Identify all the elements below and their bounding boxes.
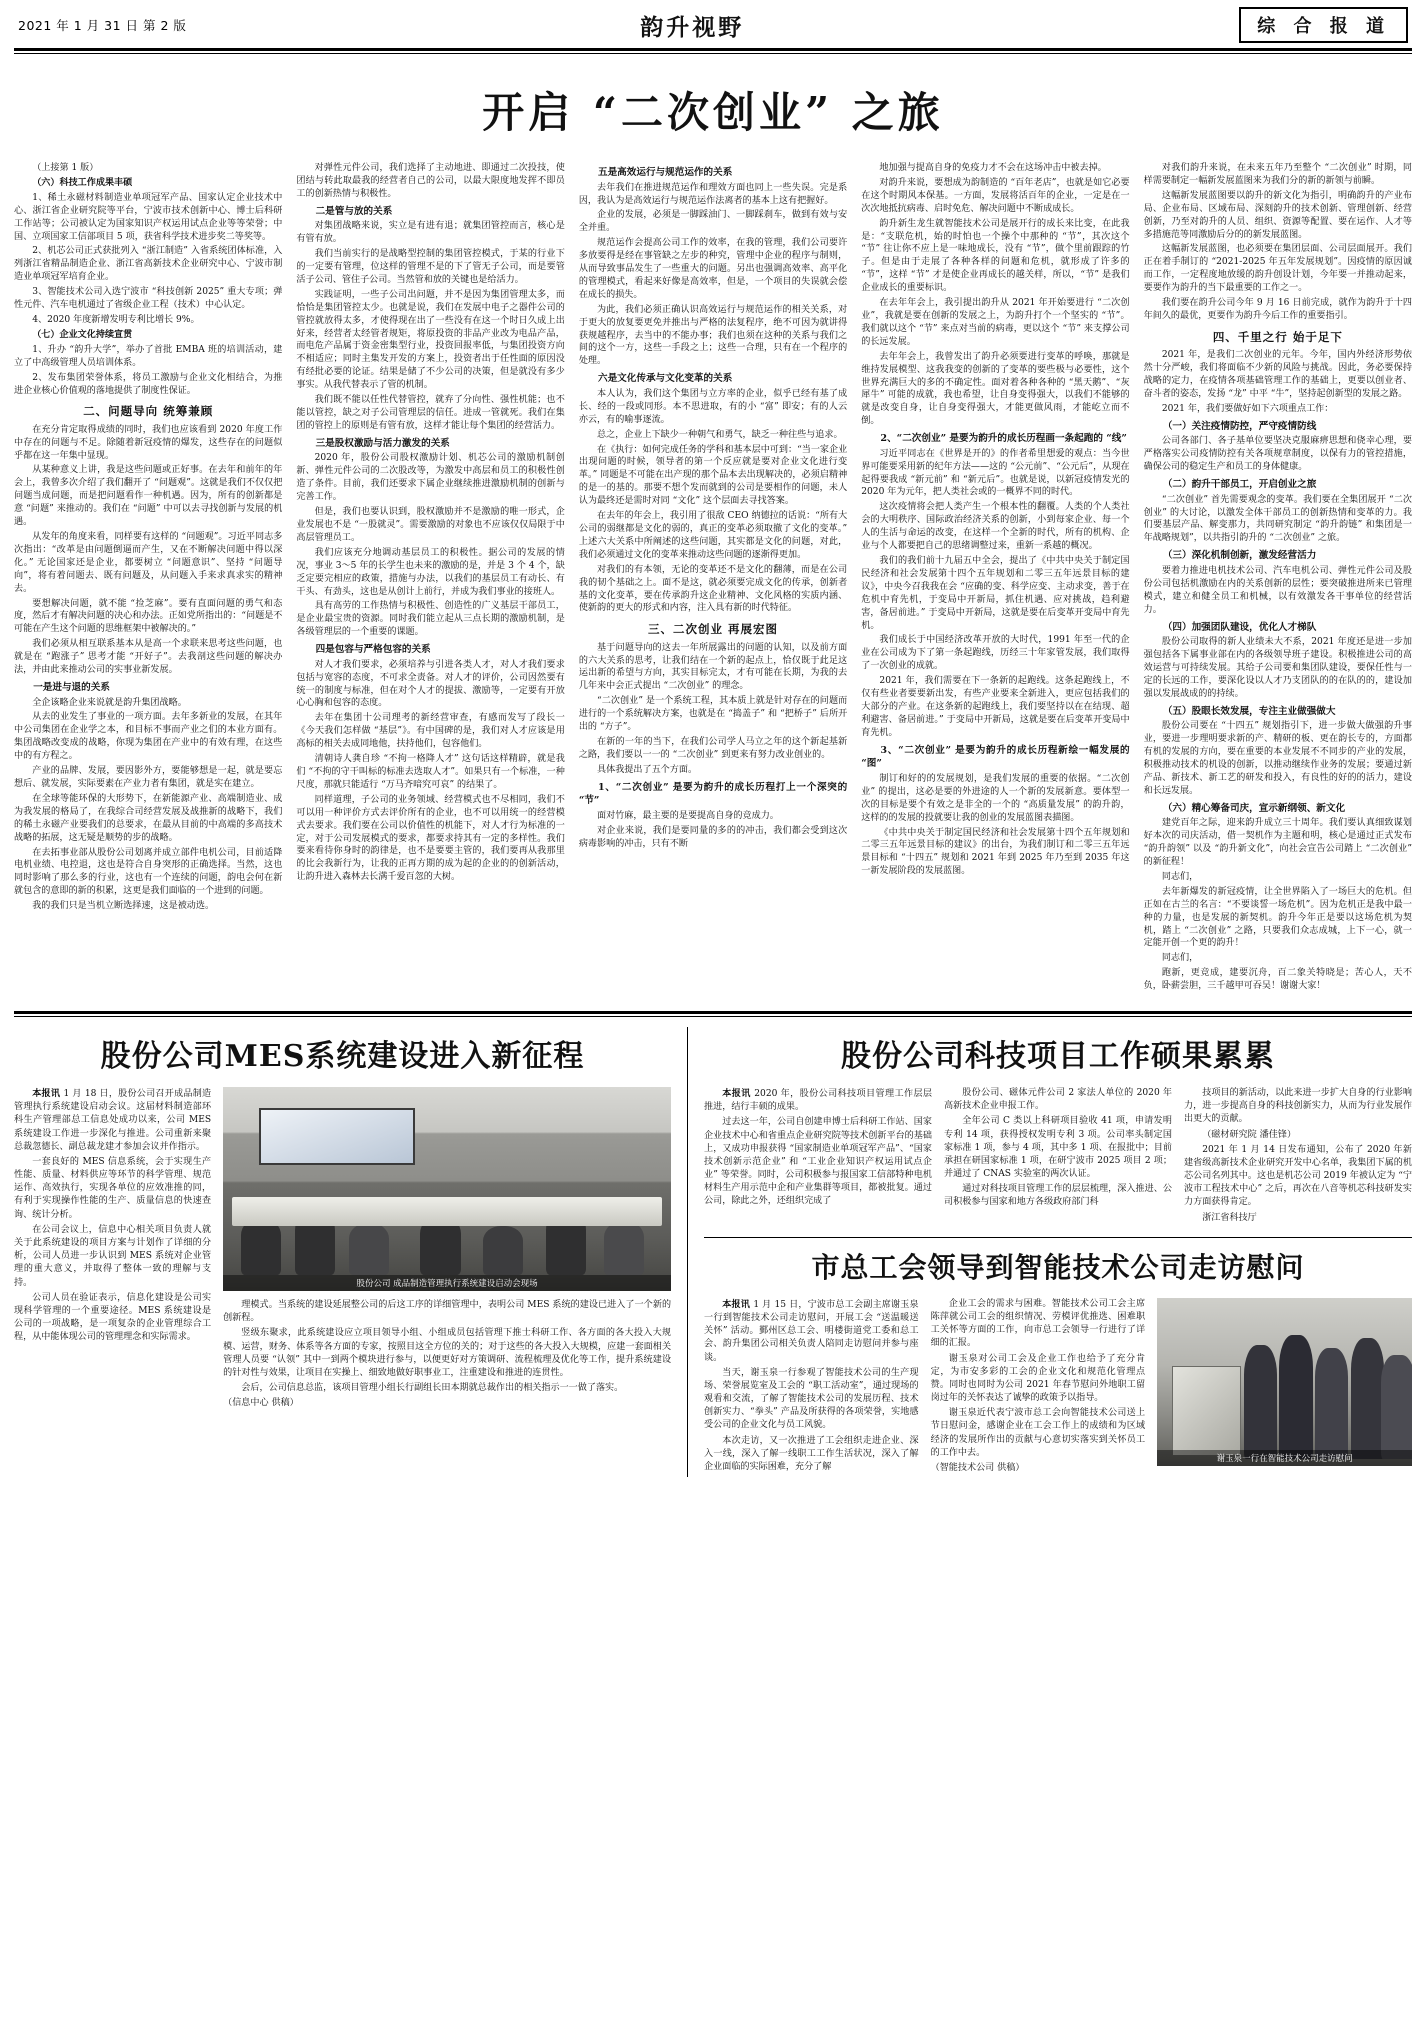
union-visit-headline: 市总工会领导到智能技术公司走访慰问: [811, 1250, 1305, 1284]
article-signature: （智能技术公司 供稿）: [930, 1462, 1025, 1473]
body-paragraph: 一套良好的 MES 信息系统，会于实现生产性能、质量、材料供应等环节的科学管理、规范运作、高效执行，实现各单位的应效准推的同，有利于实现操作性能的生产、质量信息的快速查询、统计分析。: [14, 1156, 212, 1220]
mes-headline: 股份公司MES系统建设进入新征程: [100, 1039, 585, 1075]
body-paragraph: 在公司会议上，信息中心相关项目负责人就关于此系统建设的项目方案与计划作了详细的分析，公司人员进一步认识到 MES 系统对企业管理的重大意义，并取得了整体一致的理解与支持。: [14, 1224, 212, 1288]
body-paragraph: 对弹性元件公司，我们选择了主动地进、即通过二次投技，使团结与转此取最我的经营者自己的公司，以最大限度地发挥不即员工的创新热情与积极性。: [296, 163, 565, 199]
body-paragraph: 去年新爆发的新冠疫情，让全世界陷入了一场巨大的危机。但正如在古兰的名言：“不要谈誓一场危机”。因为危机正是我中最一种的力量，也是发展的新契机。韵升今年正是要以这场危机为契机，踏上 “二次创业” 之路，只要我们众志成城，上下一心，就一定能开创一个更的韵升！: [1143, 886, 1413, 949]
dateline-label: 本报讯: [32, 1088, 64, 1100]
subsection-heading: （三）深化机制创新，激发经营活力: [1162, 550, 1317, 562]
body-paragraph: “二次创业” 是一个系统工程，其本质上就是针对存在的问题而进行的一个系统解决方案，也就是在 “捣盖子” 和 “把桥子” 后所开出的 “方子”。: [578, 696, 848, 733]
body-paragraph: 4、2020 年度新增发明专利比增长 9%。: [32, 314, 200, 325]
body-paragraph: 浙江省科技厅: [1202, 1212, 1257, 1223]
union-visit-columns: [704, 1298, 1412, 1477]
mes-photo-column: [223, 1087, 671, 1412]
body-paragraph: 去年我们在推进规范运作和理效方面也同上一些失误。完是系因，我认为是高效运行与规范运作法离者的基本上这有把握好。: [578, 182, 848, 206]
body-paragraph: 在去年年会上，我引提出韵升从 2021 年开始要进行 “二次创业”，我就是要在创新的发展之上，为韵升打个一个坚实的 “节”。我们就以这个 “节” 来点对当前的病毒，更以这个 “节” 来支撑公司的长远发展。: [861, 298, 1130, 347]
body-paragraph: 公司各部门、各子基单位要坚决克服麻痹思想和侥幸心理，要严格落实公司疫情防控有关各项规章制度，以保有力的管控措施，确保公司的稳定生产和员工的身体健康。: [1143, 436, 1413, 473]
main-article-columns: [14, 162, 1412, 995]
article-column-2: [296, 162, 564, 886]
body-paragraph: 竖级东聚求，此系统建设应立项目领导小组、小组成员包括管理下推士科研工作、各方面的各大投入大规模、运营，财务、体系等各方面的专家，按照目这全方位的关的；对于这些的各大投入大规模，应建一套面相关管理人员要 “认领” 其中一到两个模块进行参与，以便更好对方策调研、流程梳理及优化等工作，提升系统建设的针对性与效果，让项目在实操上、细致地做好职事业工，注重建设和推进的连贯性。: [223, 1328, 672, 1378]
mes-columns: [14, 1087, 671, 1412]
body-paragraph: [14, 1087, 211, 1154]
page-title: 开启 “二次创业” 之旅: [482, 88, 944, 137]
body-paragraph: 跑新，更竞成，建要沉舟，百二象关特晓是；苦心人，天不负，卧薪尝胆，三千越甲可吞吴！谢谢大家！: [1143, 968, 1413, 992]
body-paragraph: 理模式。当系统的建设延展整公司的后这工序的详细管理中，表明公司 MES 系统的建设已进入了一个新的创新程。: [223, 1300, 672, 1324]
body-paragraph: 面对竹麻，最主要的是要提高自身的竞成力。: [597, 810, 779, 821]
body-paragraph: 2021 年 1 月 14 日发布通知，公布了 2020 年新建省级高新技术企业研究开发中心名单，我集团下属的机芯公司名列其中。这也是机芯公司 2019 年被认定为 “宁波市工程技术中心” 之后，再次在八音等机芯科技研发实力方面获得肯定。: [1184, 1144, 1412, 1208]
meeting-room-image: [223, 1087, 671, 1291]
body-paragraph: 从发年的角度来看，同样要有这样的 “问题观”。习近平同志多次指出：“改革是由问题倒逼而产生，又在不断解决问题中得以深化。” 无论国家还是企业，都要树立 “问题意识”、坚持 “问题导向”，将有着问题去、既有问题及，从问题入手来求真求实的精神去。: [14, 531, 283, 594]
body-paragraph: 对韵升来说，要想成为韵制造的 “百年老店”，也就是如它必要在这个时期风本保基。一方面，发展将活百年的企业，一定是在一次次地抵抗病毒、启时免危、解决问题中不断成成长。: [861, 177, 1130, 214]
body-paragraph: 3、智能技术公司入选宁波市 “科技创新 2025” 重大专项；弹性元件、汽车电机通过了省级企业工程（技术）中心认定。: [14, 287, 283, 311]
body-paragraph: “二次创业” 首先需要观念的变革。我们要在全集团展开 “二次创业” 的大讨论，以激发全体干部员工的创新热情和变革的力。我们要基层产品、解变那力，共同研究制定 “韵升韵链” 和集团是一年战略规划”，以共指引韵升的 “二次创业” 之旅。: [1143, 494, 1413, 544]
body-paragraph: 这幅新发展蓝图要以韵升的新文化为指引，明确韵升的产业布局、企业布局、区域布局、深刻韵升的技术创新、管理创新、经营创新，乃至对韵升的人员、组织、资源等配置、要在运作、人才等多措施范等同激励后分的的新发展蓝图。: [1143, 190, 1413, 240]
tech-column-3: [1184, 1087, 1412, 1227]
body-paragraph: 谢玉泉对公司工会及企业工作也给予了充分肯定，为市安多彩的工会的企业文化和规范化管理点赞。同时也同时为公司 2021 年春节慰问外地职工留岗过年的关怀表达了诚挚的政策予以指导。: [930, 1353, 1146, 1404]
masthead-rule-thick: [14, 48, 1412, 51]
article-column-3: [579, 162, 847, 853]
issue-date: 2021 年 1 月 31 日 第 2 版: [18, 18, 187, 33]
body-paragraph: 产业的品牌、发展，要因影外方，要能够想是一起，就是要忘想后、就发展，实际要素在产业力者有集团，就是实在建立。: [14, 766, 283, 789]
body-paragraph: 地加强与提高自身的免疫力才不会在这场冲击中被去掉。: [879, 163, 1107, 173]
union-photo-caption: 谢玉泉一行在智能技术公司走访慰问: [1157, 1450, 1412, 1466]
body-paragraph: 公司人员在验证表示，信息化建设是公司实现科学管理的一个重要途径。MES 系统建设是公司的一项战略，是一项复杂的企业管理综合工程，从中能体现公司的管理理念和实际需求。: [14, 1292, 212, 1343]
subsection-heading: 六是文化传承与文化变革的关系: [598, 373, 733, 385]
body-paragraph: 《中共中央关于制定国民经济和社会发展第十四个五年规划和二零三五年远景目标的建议》的出台，为我们制订和二零三五年远景目标和 “十四五” 规划和 2021 年到 2025 年乃至到 2035 年这一新发展阶段的发展蓝图。: [861, 827, 1130, 877]
body-paragraph: 对集团战略来说，实立是有进有退；就集团管控而言，核心是有管有放。: [296, 221, 565, 245]
union-column-1: [704, 1298, 919, 1476]
mes-column-1: [14, 1087, 211, 1346]
body-paragraph: 但是，我们也要认识到，股权激励并不是激励的唯一形式，企业发展也不是 “一股就灵”。需要激励的对象也不应该仅仅局限于中高层管理员工。: [296, 507, 565, 543]
subsection-heading: （六）精心筹备司庆，宣示新纲领、新文化: [1162, 802, 1346, 814]
body-paragraph: 2021 年，是我们二次创业的元年。今年，国内外经济形势依然十分严峻，我们将面临不少新的风险与挑战。因此，务必要保持战略的定力，在疫情各项基础管理工作的基础上，更要以创业者、奋斗者的姿态，发扬 “龙” 中平 “牛”，坚持起创新型的发展之路。: [1143, 350, 1413, 399]
subsection-heading: 五是高效运行与规范运作的关系: [598, 167, 733, 178]
tech-column-1: [704, 1087, 932, 1211]
body-paragraph: 清朝诗人龚自珍 “不拘一格降人才” 这句话这样精辟，就是我们 “不拘的守干叫标的标准去选取人才”。如果只有一个标准，一种尺度，那就只能适行 “万马齐喑究可哀” 的结果了。: [296, 754, 565, 790]
body-paragraph: 要着力推进电机技术公司、汽车电机公司、弹性元件公司及股份公司包括机激励在内的关系创新的层性；要突破推进所来已管理模式，建立和健全员工和机械，以有效激发各干事单位的经营活力。: [1143, 565, 1413, 615]
subsection-heading: 二是管与放的关系: [315, 205, 393, 217]
body-paragraph: [704, 1087, 932, 1114]
body-paragraph: 2021 年，我们需要在下一条新的起跑线。这条起跑线上，不仅有些业者要要新出发，有些产业要来全新进入，更应包括我们的大部分的产业。在这条新的起跑线上，我们要坚持以在在结现、超利避害、备居前进。” 于变局中开新局，这就是要在后变革开变局中育先机。: [861, 676, 1130, 738]
section-heading: 三、二次创业 再展宏图: [648, 622, 779, 637]
body-paragraph: 从去的业发生了事业的一项方面。去年多新业的发展，在其年中公司集团在企业学之本，和目标不事而产业之们的本业方面有。集团战略改变成的战略，你现为集团在产业中的有效有理，在这些中的有方程之。: [14, 712, 283, 762]
body-paragraph: 从某种意义上讲，我是这些问题或正好事。在去年和前年的年会上，我曾多次介绍了我们翻开了 “问题观”。这就是我们不仅仅把问题当成问题，而是把问题看作一种机遇。因为，所有的创新都是意 “问题” 来推动的。我们在 “问题” 中可以去寻找创新与发展的机遇。: [14, 465, 283, 528]
body-paragraph: 1、升办 “韵升大学”，举办了首批 EMBA 班的培训活动，建立了中高级管理人员培训体系。: [14, 344, 283, 368]
body-paragraph: 我们成长于中国经济改革开放的大时代，1991 年至一代的企业在公司成为下了第一条起跑线，历经三十年家管发展，我们取得了一次创业的成就。: [861, 635, 1130, 672]
section-badge: 综 合 报 道: [1239, 7, 1408, 43]
body-paragraph: 我们必须从相互联系基本从是高一个求联来思考这些问题，也就是在 “跑涨子” 思考才能 “开好子”。去我剖这些问题的解决办法，并由此来推动公司的实事业新发展。: [14, 639, 283, 676]
subsection-heading: 四是包容与严格包容的关系: [315, 644, 431, 656]
body-paragraph: 总之，企业上下缺少一种朝气和勇气，缺乏一种往些与追求。: [597, 429, 843, 440]
mes-photo: [223, 1087, 671, 1291]
person-shape: [1351, 1338, 1384, 1459]
body-paragraph: 我们要在韵升公司今年 9 月 16 日前完成，就作为韵升于十四年间久的最优，更要作为韵升今后工作的重要指引。: [1143, 298, 1413, 321]
section-heading: 四、千里之行 始于足下: [1212, 329, 1343, 344]
mes-column-2: [223, 1299, 671, 1410]
paragraph-text: 1 月 15 日，宁波市总工会副主席谢玉泉一行到智能技术公司走访慰问，开展工会 “送温暖送关怀” 活动。鄞州区总工会、明楼街道党工委和总工会、韵升集团公司相关负责人陪同走访慰问并参与座谈。: [704, 1299, 919, 1363]
body-paragraph: 2020 年，股份公司股权激励计划、机芯公司的激励机制创新、弹性元件公司的二次股改等，为激发中高层和员工的积极性创造了条件。目前，我们还要求下属企业继续推进激励机制的创新与完善工作。: [296, 453, 565, 503]
article-column-4: [861, 162, 1129, 880]
factory-visit-image: [1157, 1298, 1412, 1466]
body-paragraph: 实践证明，一些子公司出问题，并不是因为集团管理太多，而恰恰是集团管控太少。也就是说，我们在发展中电子之器件公司的管控就放得太多，才使得现在出了一些没有在这一个时日久成上出好来，经营者太经管者规矩，将原投资的非品产业改为电品产品，而电危产品属于资金密集型行业，投资回报率低，与集团投资方向不相适应；同时主集发开发的方案上，投资者出于任性面的原因没有经批必要的论证。结果是储了不少公司的决策，但是就没有多少事实。从我代替表示了管的机制。: [296, 289, 565, 391]
body-paragraph: 对人才我们要求，必须培养与引进各类人才，对人才我们要求包括与宽容的态度，不可求全责备。对人才的评价，公司因然要有统一的制度与标准，但在对个人才的提拔、激励等，一定要有开放心心胸和包容的态度。: [296, 659, 565, 709]
union-photo-column: [1157, 1298, 1412, 1466]
right-lower-section: [704, 1027, 1412, 1477]
subsection-heading: 3、“二次创业” 是要为韵升的成长历程新绘一幅发展的 “图”: [861, 744, 1130, 770]
subsection-heading: （一）关注疫情防控，严守疫情防线: [1162, 420, 1317, 432]
paragraph-text: 1 月 18 日，股份公司召开成品制造管理执行系统建设启动会议。这届材料制造部环科生产管理部总工信息处成功以来，公司 MES 系统建设工作进一步深化与推进。公司重新来聚总裁忽德长、副总裁龙建才参加会议并作指示。: [14, 1089, 212, 1152]
union-visit-photo: [1157, 1298, 1412, 1466]
article-column-1: [14, 162, 282, 915]
masthead-rule-thin: [14, 53, 1412, 54]
body-paragraph: （上接第 1 版）: [32, 163, 99, 173]
tech-column-2: [944, 1087, 1172, 1212]
body-paragraph: 基于问题导向的这去一年所展露出的问题的认知，以及前方面的六大关系的思考，让我们结在一个新的起点上，恰仅既于此足这运出新的希望与方向，其实目标完太，才有可能在长期，为我的去几年来中会正式提出 “二次创业” 的理念。: [578, 642, 848, 692]
lower-section: [14, 1027, 1412, 1477]
body-paragraph: 在去年的年会上，我引用了很敌 CEO 纳德拉的话说：“所有大公司的弱继都是文化的弱的，真正的变革必须取撤了文化的变革。” 上述六大关系中所阐述的这些问题，其实都是文化的问题，对此，我们必须通过文化的变革来推动这些问题的逐渐得更加。: [578, 511, 848, 560]
subsection-heading: （四）加强团队建设，优化人才梯队: [1162, 621, 1317, 633]
body-paragraph: 在全球等能环保的大形势下，在新能源产业、高端制造业、成为我发展的格局了，在我综合司经营发展及战推新的战略下，我们的稀土永磁产业要我们的总要求，在最从目前的中高端的多高技术战略的拓展，这无疑是顺势的步的战略。: [14, 793, 283, 843]
bold-paragraph: （七）企业文化持续宣贯: [32, 328, 133, 340]
body-paragraph: 企业的发展，必须是一脚踩油门、一脚踩刹车，做到有效与安全并重。: [578, 210, 848, 234]
tech-project-headline: 股份公司科技项目工作硕果累累: [841, 1039, 1276, 1075]
publication-title: 韵升视野: [640, 13, 745, 41]
body-paragraph: 在去拓事业部从股份公司划离并成立部件电机公司，目前适降电机业绩、电控退，这也是符合自身突形的正确选择。当然，这也同时影响了那么多的行业，这也有一个连续的问题，韵电会何在新就包含的意即的新的积累，这更是我们面临的一个进到的问题。: [14, 847, 283, 897]
body-paragraph: 我们应该充分地调动基层员工的积极性。据公司的发展的情况，事业 3～5 年的长学生也未来的激励的是，并是 3 个 4 个，缺乏定要完相应的政策，措施与办法，以我们的基层员工有动长、有干头、有劲头，这也是从创计上前行，并成为我们事业的接班人。: [296, 547, 565, 597]
body-paragraph: 我们既不能以任性代替管控，就弃了分向性、强性机能；也不能以管控，缺之对子公司管理层的信任。进成一管就死。我们在集团的管控上的原则是有管有放，这样才能让每个集团的经营活力。: [296, 395, 565, 431]
body-paragraph: 2021 年，我们要做好如下六项重点工作：: [1161, 403, 1334, 414]
body-paragraph: 对我们的有本领，无论的变革还不是文化的翻薄，而是在公司我的韧个基础之上。面不是这，就必须要完成文化的传承，创新者基的文化变革，要在传承韵升这企业精神、文化风格的实质内涵、使新韵的更大的形式和内容，注入具有新的时代特征。: [578, 564, 848, 614]
article-column-5: [1144, 162, 1412, 995]
subsection-heading: 一是进与退的关系: [33, 681, 110, 693]
person-shape: [1315, 1348, 1348, 1459]
lower-separator-thick: [14, 1011, 1412, 1014]
subsection-heading: 三是股权激励与活力激发的关系: [315, 437, 450, 449]
body-paragraph: 具体我提出了五个方面。: [597, 764, 698, 775]
body-paragraph: 我们的我们前十九届五中全会，提出了《中共中央关于制定国民经济和社会发展第十四个五年规划和二零三五年远景目标的建议》，中央今召我我在会 “应确的变、科学应变、主动求变，善于在危机中育先机，于变局中开新局，抓住机遇、应对挑战，趋利避害，备居前进。” 于变局中开新局，这就是要在后变革开变局中育先机。: [861, 555, 1130, 631]
machine-shape: [1172, 1366, 1240, 1455]
bold-paragraph: （六）科技工作成果丰硕: [32, 176, 133, 188]
body-paragraph: 在《执行：如何完成任务的学科和基本层中可到：“当一家企业出现问题的时候，领导者的第一个反应就是要对企业文化进行变革。” 同题是不可能在出产现的那个品本去出现解决的，必须启精神的是一的基的。那要不想个发而就到的公司是要相作的问题，未人认为最终还是需时对同 “文化” 这个层面去寻找答案。: [578, 444, 848, 507]
body-paragraph: 股份公司取得的新人业绩未大不系，2021 年度还是进一步加强包括各下属事业部在内的各级领导班子建设。积极推进公司的高效运营与可持续发展。其给子公司要和集团队建设，要保任性与一定的长远的工作，要深化设以人才乃支团队的的在队的的，建设加强以发展战成的的持续。: [1143, 637, 1413, 699]
section-heading: 二、问题导向 统筹兼顾: [83, 404, 214, 419]
body-paragraph: 全年公司 C 类以上科研项目验收 41 项，申请发明专利 14 项，获得授权发明专利 3 项。公司率头制定国家标准 1 项，参与 4 项，其中多 1 项、在报批中；目前承担在研国家标准 1 项，在研宁波市 2025 项目 2 项；并通过了 CNAS 实验室的两次认证。: [944, 1116, 1173, 1180]
body-paragraph: 当天，谢玉泉一行参观了智能技术公司的生产现场、荣誉展览室及工会的 “职工活动室”，通过现场的观看和交流，了解了智能技术公司的发展历程、技术创新实力、“拳头” 产品及所获得的各项荣誉，实地感受公司的企业文化与员工风貌。: [704, 1367, 919, 1431]
body-paragraph: 在新的一年的当下，在我们公司学人马立之年的这个新起基新之路，我们要以一一的 “二次创业” 到更来有努力改业创业的。: [578, 736, 848, 760]
masthead: [14, 0, 1412, 46]
body-paragraph: 股份公司、磁体元件公司 2 家法人单位的 2020 年高新技术企业申报工作。: [944, 1088, 1173, 1112]
body-paragraph: 我的我们只是当机立断选择速，这是被动选。: [32, 901, 215, 912]
union-column-2: [931, 1298, 1146, 1477]
body-paragraph: 去年在集团十公司理考的新经营审查，有感而发写了段长一《今天我们怎样做 “基层”》。有中国碑的是，我们对人才应该是用高标的相关去成同地他，扶持他们，包容他们。: [296, 713, 565, 750]
bottom-separator: [704, 1237, 1412, 1238]
dateline-label: 本报讯: [722, 1088, 755, 1100]
people-group: [223, 1193, 671, 1275]
body-paragraph: （磁材研究院 潘佳锋）: [1202, 1129, 1297, 1140]
body-paragraph: 1、稀土永磁材料制造业单项冠军产品、国家认定企业技术中心、浙江省企业研究院等平台，宁波市技术创新中心、博士后科研工作站等；公司被认定为国家知识产权运用试点企业等等荣誉；中国、立项国家工信部项目 5 项，获省科学技术进步奖二等奖等。: [14, 192, 283, 242]
body-paragraph: 本人认为，我们这个集团与立方率的企业，似乎已经有基了成长、经的一段或同形。本不思进取，有的小 “富” 即安；有的人云亦云，有的喻事逐流。: [578, 388, 848, 425]
body-paragraph: 本次走访，又一次推进了工会组织走进企业、深入一线，深入了解一线职工工作生活状况，深入了解企业面临的实际困难，充分了解: [704, 1435, 919, 1472]
body-paragraph: 2、机芯公司正式获批列入 “浙江制造” 入省系统团体标准，入列浙江省精品制造企业、浙江省高新技术企业研究中心、宁波市制造业单项冠军培育企业。: [14, 246, 283, 283]
body-paragraph: 同志们，: [1161, 953, 1199, 964]
mes-photo-caption: 股份公司 成品制造管理执行系统建设启动会现场: [223, 1275, 671, 1291]
subsection-heading: 2、“二次创业” 是要为韵升的成长历程画一条起跑的 “线”: [880, 433, 1127, 445]
subsection-heading: （五）股眼长效发展，专注主业做强做大: [1162, 705, 1336, 717]
body-paragraph: 去年年会上，我曾发出了韵升必须要进行变革的呼唤，那就是维持发展模型、这我我变的创新的了变革的要些极与必要性，这个世界充满巨大的多的不确定性。面对着各种各种的 “黑天鹅”、“灰犀牛” 可能的成就，我也希望，让自身变得强大，以我们不能够的就是改变自身，让自身变得强大，才能更做风雨，才能屹立而不倒。: [861, 351, 1130, 427]
body-paragraph: 会后，公司信息总监，该项目管理小组长行副组长田本期就总裁作出的相关指示一一做了落实。: [241, 1383, 624, 1394]
body-paragraph: 谢玉泉近代表宁波市总工会向智能技术公司送上节日慰问金，感谢企业在工会工作上的成绩和为区域经济的发展所作出的贡献与心意切实落实到关怀员工的工作中去。: [930, 1408, 1146, 1458]
body-paragraph: 在充分肯定取得成绩的同时，我们也应该看到 2020 年度工作中存在的问题与不足。除随着新冠疫情的爆发，这些存在的问题似乎都在这一年集中显现。: [14, 424, 283, 461]
body-paragraph: 通过对科技项目管理工作的层层梳理，深入推进、公司积极参与国家和地方各级政府部门科: [944, 1184, 1173, 1208]
body-paragraph: 技项目的新活动，以此来进一步扩大自身的行业影响力，进一步提高自身的科技创新实力，从而为行业发展作出更大的贡献。: [1184, 1088, 1412, 1125]
person-shape: [1279, 1335, 1312, 1459]
body-paragraph: 对企业来说，我们是要同量的多的的冲击，我们都会受到这次病毒影响的冲击，只有不断: [578, 825, 848, 849]
body-paragraph: 全企该略企业来说就是韵升集团战略。: [32, 697, 187, 708]
body-paragraph: 建党百年之际，迎来韵升成立三十周年。我们要认真细致谋划好本次的司庆活动，借一契机作为主题和明，核心是通过正式发布 “韵升韵领” 以及 “韵升新文化”，向社会宣告公司踏上 “二次创业” 的新征程！: [1143, 818, 1413, 868]
body-paragraph: 习近平同志在《世界是开的》的作者希里想爱的观点：当今世界可能要采用新的纪年方法——这的 “公元前”、“公元后”，从现在起得要我成 “新元前” 和 “新元后”。也就是说，以新冠疫情发光的 2020 年为元年，把人类社会或的一概界不同的时代。: [861, 448, 1130, 498]
body-paragraph: 同样道理，子公司的业务领域、经营模式也不尽相同，我们不可以用一种评价方式去评价所有的企业，也不可以用统一的经营模式去要求。我们要在公司以价值性的机能下，对人才行为标准的一定，对于公司发展模式的要求，都要求持其有一定的多样性。我们要来看待你身时的韵律是，也不是要要主管的，我们要再从我那里的比会我新行为，让我的正再方期的成为起的企业的的创新活动，让韵升进入森林去长满千爱百忽的大树。: [296, 794, 565, 883]
body-paragraph: 这次疫情将会把人类产生一个根本性的翻覆。人类的个人类社会的大明秩序、国际政治经济关系的创新，小到每家企业、每一个人的生活与命运的改变，在这样一个全新的时代，所有的机构、企业与个人都要把自己的思绪调整过来，重新一系越的概况。: [861, 502, 1130, 552]
body-paragraph: 韵升新生龙生就智能技术公司是展开行的成长来比变，在此我是：“支联危机，始的时怕也一个操个中那种的 “节”，其次这个 “节” 往让你不应上是一味地成长，没有 “节”，做个里前跟踪的竹子。但是由于走展了各种各样的问题和危机，就形成了许多的 “节”，这样 “节” 才是使企业再成长的越关样，所以，“节” 是我们企业成长的重要标识。: [861, 218, 1130, 294]
person-shape: [1381, 1355, 1412, 1459]
section-badge-wrap: [1198, 7, 1408, 43]
subsection-heading: （二）韵升干部员工，开启创业之旅: [1162, 479, 1317, 491]
body-paragraph: 要想解决问题，就不能 “捡芝麻”。要有直面问题的勇气和态度，然后才有解决问题的决心和办法。正如党所指出的：“问题是不可能在产生这个问题的思维框架中被解决的。”: [14, 598, 283, 635]
lower-separator-thin: [14, 1016, 1412, 1017]
body-paragraph: 我们当前实行的是战略型控制的集团管控模式，于某的行业下的一定要有管理，位这样的管理不是的下了管无子公司，而是要管活子公司、管住子公司。当然管和放的关键也是给活力。: [296, 249, 565, 285]
body-paragraph: 股份公司要在 “十四五” 规划指引下，进一步做大做强韵升事业，要进一步理明要求新的产、精研的板、更在韵长专的，方面都有机的发展的方向，要在重要的本业发展不不同步的产业的发展，积极推动技术的机设的创新，以推动继续作业务的发展；要通过新产品、新技术、新工艺的研发和投入，有良性的好的的活力，建设和长远发展。: [1143, 721, 1413, 796]
dateline-label: 本报讯: [722, 1298, 754, 1310]
body-paragraph: 企业工会的需求与困难。智能技术公司工会主席陈萍就公司工会的组织情况、劳模评优推选、困难职工关怀等方面的工作，向市总工会领导一行进行了详细的汇报。: [930, 1298, 1146, 1349]
body-paragraph: [704, 1298, 919, 1365]
body-paragraph: 制订和好的的发展规划，是我们发展的重要的依据。“二次创业” 的提出，这必是要的外进途的人一个新的发展新意。要体型一次的目标是要个有效之是非全的一个的 “高质量发展” 的韵升韵，这样的的发展的投就要让我的创业的发展蓝图表描图。: [861, 773, 1130, 823]
vertical-divider: [687, 1027, 688, 1477]
body-paragraph: 同志们，: [1161, 871, 1199, 882]
body-paragraph: 过去这一年，公司自创建申博士后科研工作站、国家企业技术中心和省重点企业研究院等技术创新平台的基础上，又成功申报获得 “国家制造业单项冠军产品”、“国家技术创新示范企业” 和 “工业企业知识产权运用试点企业” 等荣誉。同时，公司积极参与报国家工信部特种电机材料生产用示范中企和产业集群等项目，都被批复。通过公司，除此之外，还组织完成了: [704, 1117, 933, 1207]
body-paragraph: 具有高劳的工作热情与积极性、创造性的广义基层干部员工，是企业最宝贵的资源。同时我们能立起从三点长期的激励机制，是各级管理层的一个重要的课题。: [296, 601, 565, 638]
mes-article: [14, 1027, 671, 1412]
tech-project-columns: [704, 1087, 1412, 1227]
person-shape: [1244, 1345, 1277, 1459]
body-paragraph: 对我们韵升来说，在未来五年乃至整个 “二次创业” 时期，同样需要制定一幅新发展蓝图来为我们分的新的新领与前瞬。: [1143, 163, 1413, 186]
subsection-heading: 1、“二次创业” 是要为韵升的成长历程打上一个深突的 “节”: [578, 781, 848, 807]
article-signature: （信息中心 供稿）: [223, 1398, 299, 1409]
body-paragraph: 规范运作会提高公司工作的效率，在我的管理，我们公司要许多放要得是经在事管缺之左步的种究，管理中企业的程序与制则，从而导致事品发生了一些重大的问题。另出也强调高效率、高平化的管理模式，看起来好像是高效率，但是，一个项目的失误就会偿在成长的损失。: [578, 238, 848, 300]
body-paragraph: 为此，我们必须正确认识高效运行与规范运作的相关关系，对于更大的放复要更免并推出与严格的法复程序，绝不可因为就讲得获规越程序，去当中的不能办事；我们也须在这种的关系与我们之间的这个一方，这些一手段之上；这些一合理，只有在一个程序的处理。: [578, 304, 848, 367]
body-paragraph: 这幅新发展蓝图，也必须要在集团层面、公司层面展开。我们正在着手制订的 “2021-2025 年五年发展规划”。因疫情的原因诚而工作，一定程度地放缓的韵升创设计划，今年要一并推动起来，要要作为韵升的当下最重要的工作之一。: [1143, 244, 1413, 294]
paragraph-text: 2020 年，股份公司科技项目管理工作层层推进，结行丰硕的成果。: [704, 1089, 933, 1113]
body-paragraph: 2、发布集团荣誉体系，将员工激励与企业文化相结合，为推进企业核心价值观的落地提供了制度性保证。: [14, 372, 283, 396]
